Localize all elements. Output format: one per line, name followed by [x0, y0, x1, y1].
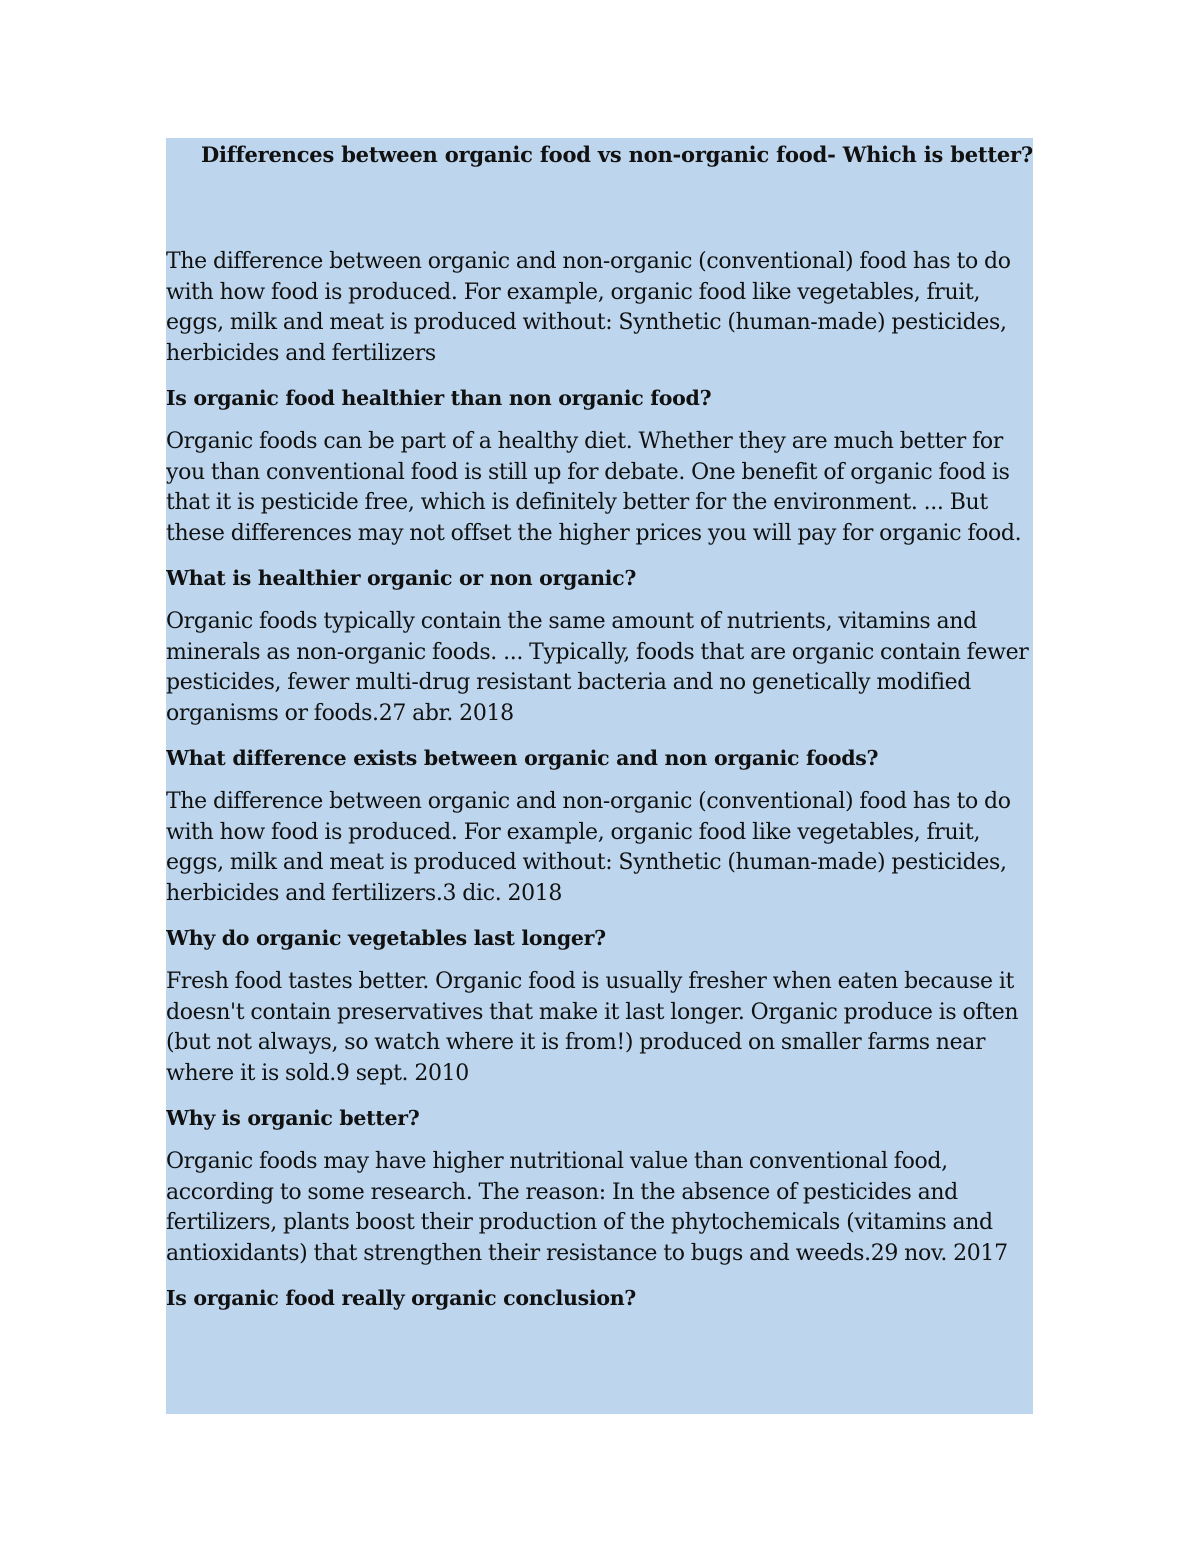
text-flow — [166, 138, 1033, 1313]
document-title: Differences between organic food vs non-organic food- Which is better? — [201, 142, 1033, 167]
section-heading: Why do organic vegetables last longer? — [166, 926, 606, 950]
section-heading: Is organic food healthier than non organic food? — [166, 386, 712, 410]
section-heading: What difference exists between organic and non organic foods? — [166, 746, 879, 770]
section-paragraph: Fresh food tastes better. Organic food is usually fresher when eaten because it doesn't contain preservatives that make it last longer. Organic produce is often (but not always, so watch where it is from!) produced on smaller farms near where it is sold.9 sept. 2010 — [166, 969, 1019, 1086]
section-paragraph: The difference between organic and non-organic (conventional) food has to do with how food is produced. For example, organic food like vegetables, fruit, eggs, milk and meat is produced without: Synthetic (human-made) pesticides, herbicides and fertilizers.3 dic. 2018 — [166, 789, 1011, 906]
section-heading: What is healthier organic or non organic? — [166, 566, 637, 590]
intro-paragraph: The difference between organic and non-organic (conventional) food has to do with how food is produced. For example, organic food like vegetables, fruit, eggs, milk and meat is produced without: Synthetic (human-made) pesticides, herbicides and fertilizers — [166, 249, 1011, 366]
section-paragraph: Organic foods can be part of a healthy diet. Whether they are much better for you than conventional food is still up for debate. One benefit of organic food is that it is pesticide free, which is definitely better for the environment. ... But these differences may not offset the higher prices you will pay for organic food. — [166, 429, 1022, 546]
section-heading: Why is organic better? — [166, 1106, 420, 1130]
section-paragraph: Organic foods typically contain the same amount of nutrients, vitamins and minerals as non-organic foods. ... Typically, foods that are organic contain fewer pesticides, fewer multi-drug resistant bacteria and no genetically modified organisms or foods.27 abr. 2018 — [166, 609, 1029, 726]
section-paragraph: Organic foods may have higher nutritional value than conventional food, according to some research. The reason: In the absence of pesticides and fertilizers, plants boost their production of the phytochemicals (vitamins and antioxidants) that strengthen their resistance to bugs and weeds.29 nov. 2017 — [166, 1149, 1008, 1266]
section-heading: Is organic food really organic conclusion? — [166, 1286, 637, 1310]
highlighted-text-block — [166, 138, 1033, 1414]
